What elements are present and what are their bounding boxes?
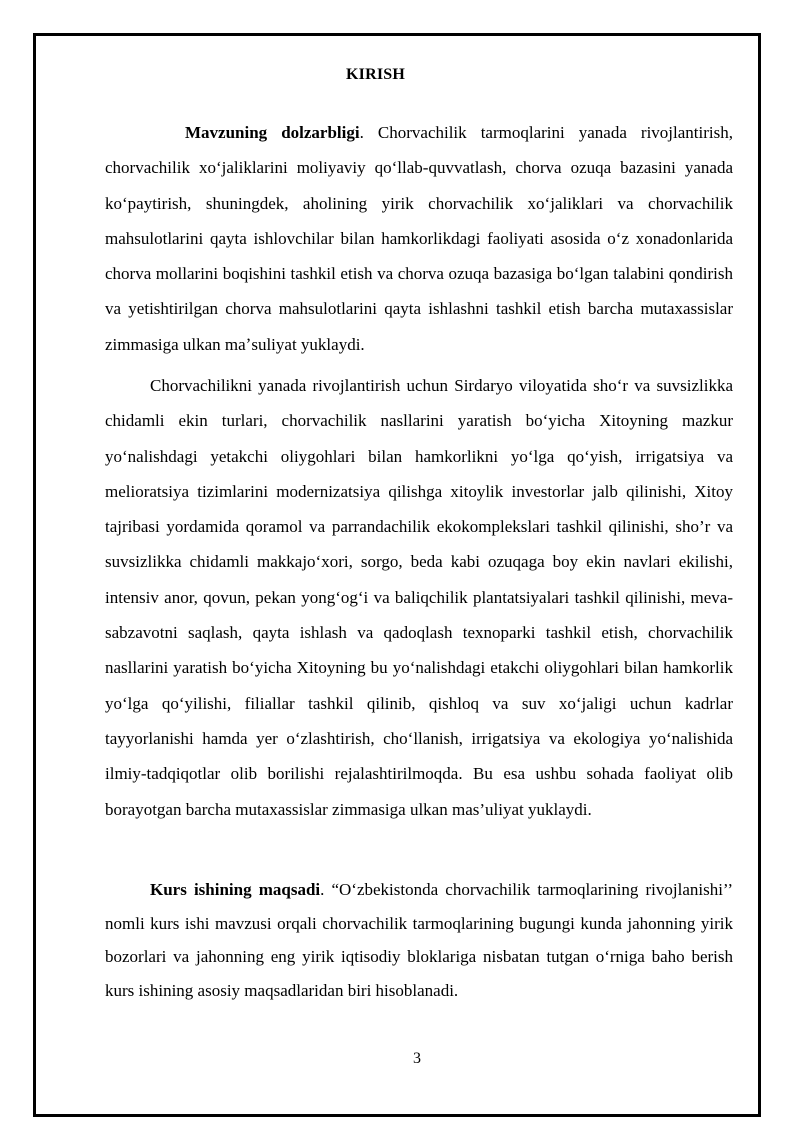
paragraph-text: Chorvachilikni yanada rivojlantirish uchun Sirdaryo viloyatida shoʻr va suvsizlikka chidamli ekin turlari, chorvachilik nasllarini yaratish boʻyicha Xitoyning mazkur yoʻnalishdagi yetakchi oliygohlari bilan hamkorlikni yoʻlga qoʻyish, irrigatsiya va melioratsiya tizimlarini modernizatsiya qilishga xitoylik investorlar jalb qilinishi, Xitoy tajribasi yordamida qoramol va parrandachilik ekokomplekslari tashkil qilinishi, sho’r va suvsizlikka chidamli makkajoʻxori, sorgo, beda kabi ozuqaga boy ekin navlari ekilishi, intensiv anor, qovun, pekan yongʻogʻi va baliqchilik plantatsiyalari tashkil qilinishi, meva-sabzavotni saqlash, qayta ishlash va qadoqlash texnoparki tashkil etish, chorvachilik nasllarini yaratish boʻyicha Xitoyning bu yoʻnalishdagi etakchi oliygohlari bilan hamkorlik yoʻlga qoʻyilishi, filiallar tashkil qilinib, qishloq va suv xoʻjaligi uchun kadrlar tayyorlanishi hamda yer oʻzlashtirish, choʻllanish, irrigatsiya va ekologiya yoʻnalishida ilmiy-tadqiqotlar olib borilishi rejalashtirilmoqda. Bu esa ushbu sohada faoliyat olib borayotgan barcha mutaxassislar zimmasiga ulkan mas’uliyat yuklaydi. [105,376,733,819]
paragraph-relevance [105,115,733,362]
paragraph-text: . “Oʻzbekistonda chorvachilik tarmoqlarining rivojlanishi’’ nomli kurs ishi mavzusi orqali chorvachilik tarmoqlarining bugungi kunda jahonning yirik bozorlari va jahonning eng yirik iqtisodiy bloklariga nisbatan tutgan oʻrniga baho berish kurs ishining asosiy maqsadlaridan biri hisoblanadi. [105,880,733,1000]
paragraph-text: . Chorvachilik tarmoqlarini yanada rivojlantirish, chorvachilik xoʻjaliklarini moliyaviy qoʻllab-quvvatlash, chorva ozuqa bazasini yanada koʻpaytirish, shuningdek, aholining yirik chorvachilik xoʻjaliklari va chorvachilik mahsulotlarini qayta ishlovchilar bilan hamkorlikdagi faoliyati asosida oʻz xonadonlarida chorva mollarini boqishini tashkil etish va chorva ozuqa bazasiga boʻlgan talabini qondirish va yetishtirilgan chorva mahsulotlarini qayta ishlashni tashkil etish barcha mutaxassislar zimmasiga ulkan maʼsuliyat yuklaydi. [105,123,733,354]
paragraph-development [105,368,733,827]
section-heading: KIRISH [346,66,405,83]
page-number: 3 [413,1050,421,1067]
paragraph-goal [105,873,733,1007]
paragraph-lead: Mavzuning dolzarbligi [185,123,360,142]
paragraph-lead: Kurs ishining maqsadi [150,880,321,899]
